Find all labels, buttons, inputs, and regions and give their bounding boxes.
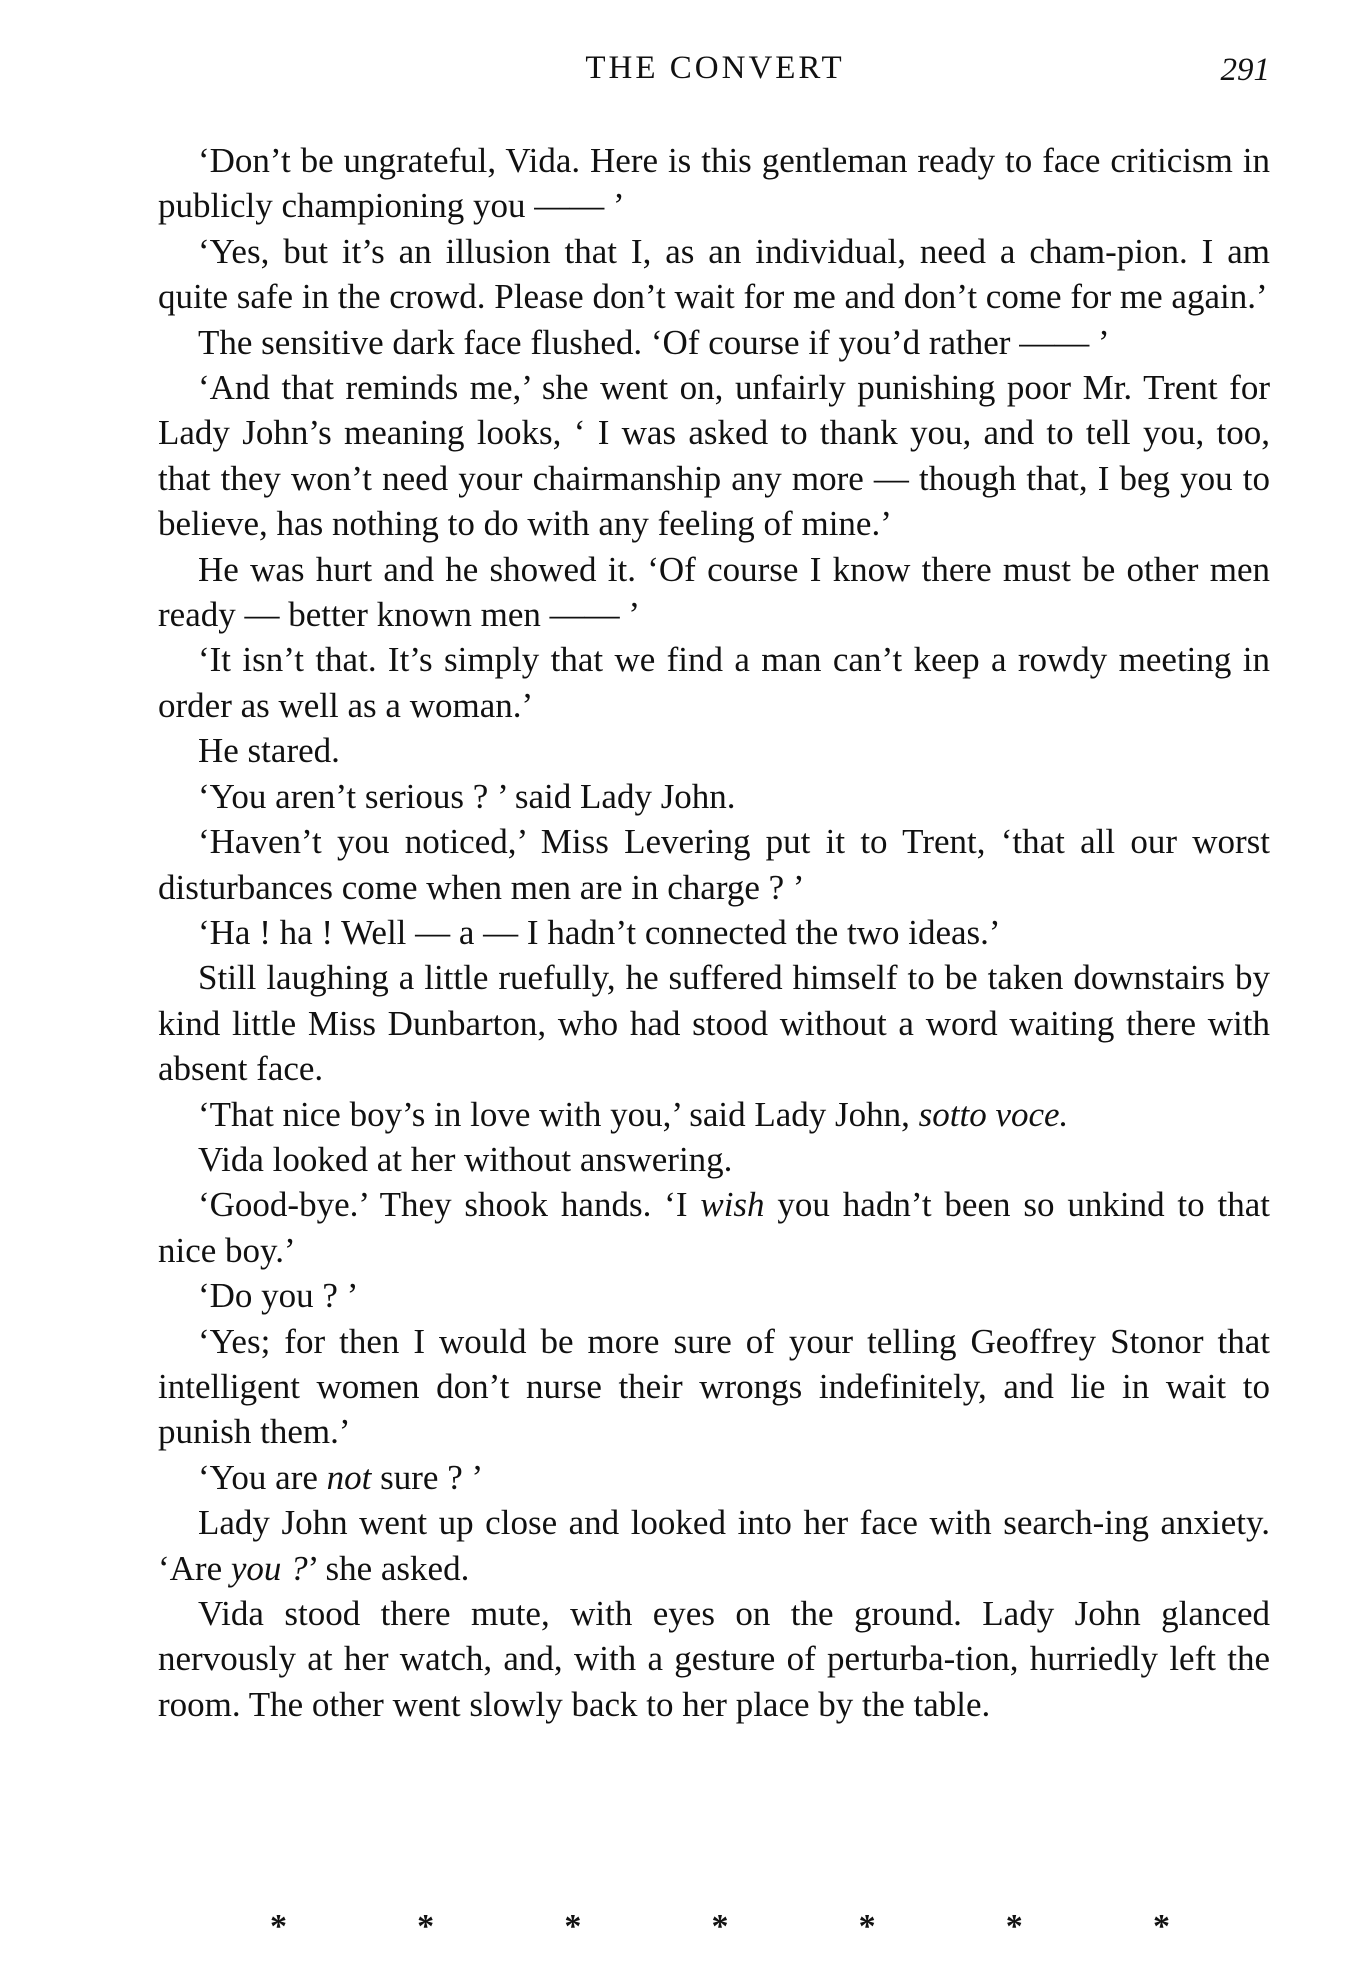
text-run: Vida looked at her without answering. <box>198 1139 733 1179</box>
asterisk: * <box>1152 1908 1170 1945</box>
text-run: ‘You aren’t serious ? ’ said Lady John. <box>198 776 736 816</box>
paragraph <box>158 1182 1270 1273</box>
text-run: ‘And that reminds me,’ she went on, unfairly punishing poor Mr. Trent for Lady John’s meaning looks, ‘ I was asked to thank you, and to tell you, too, that they won’t need your chairmanship any more — though that, I beg you to believe, has nothing to do with any feeling of mine.’ <box>158 368 1270 544</box>
text-run: ‘It isn’t that. It’s simply that we find a man can’t keep a rowdy meeting in order as well as a woman.’ <box>158 640 1270 725</box>
text-run: Still laughing a little ruefully, he suffered himself to be taken downstairs by kind little Miss Dunbarton, who had stood without a word waiting there with absent face. <box>158 958 1270 1089</box>
paragraph <box>158 365 1270 547</box>
paragraph <box>158 320 1270 365</box>
text-run: ‘Haven’t you noticed,’ Miss Levering put it to Trent, ‘that all our worst disturbances come when men are in charge ? ’ <box>158 822 1270 907</box>
text-run: He stared. <box>198 731 340 771</box>
paragraph <box>158 547 1270 638</box>
asterisk: * <box>417 1908 435 1945</box>
asterisk: * <box>564 1908 582 1945</box>
text-run: ‘Yes; for then I would be more sure of your telling Geoffrey Stonor that intelligent women don’t nurse their wrongs indefinitely, and lie in wait to punish them.’ <box>158 1321 1270 1452</box>
paragraph <box>158 728 1270 773</box>
text-run: ‘Ha ! ha ! Well — a — I hadn’t connected the two ideas.’ <box>198 912 1001 952</box>
paragraph <box>158 819 1270 910</box>
italic-text: you ? <box>230 1548 308 1588</box>
running-title: THE CONVERT <box>585 50 845 86</box>
italic-text: not <box>326 1457 372 1497</box>
paragraph <box>158 1092 1270 1137</box>
body-text <box>158 138 1270 1727</box>
paragraph <box>158 1137 1270 1182</box>
page-number: 291 <box>1220 52 1270 88</box>
text-run: sure ? ’ <box>371 1457 484 1497</box>
text-run: Lady John went up close and looked into her face with search-ing anxiety. ‘Are <box>158 1503 1270 1588</box>
section-break <box>270 1908 1170 1946</box>
text-run: He was hurt and he showed it. ‘Of course I know there must be other men ready — better known men —— ’ <box>158 549 1270 635</box>
asterisk: * <box>1005 1908 1023 1945</box>
asterisk: * <box>858 1908 876 1945</box>
running-head <box>160 50 1270 100</box>
text-run: ‘You are <box>198 1457 327 1497</box>
text-run: ‘Good-bye.’ They shook hands. ‘I <box>198 1185 701 1225</box>
text-run: ‘Yes, but it’s an illusion that I, as an individual, need a cham-pion. I am quite safe in the crowd. Please don’t wait for me and don’t come for me again.’ <box>158 231 1270 317</box>
text-run: ‘Don’t be ungrateful, Vida. Here is this gentleman ready to face criticism in publicly championing you —— ’ <box>158 141 1270 226</box>
paragraph <box>158 637 1270 728</box>
text-run: The sensitive dark face flushed. ‘Of course if you’d rather —— ’ <box>198 322 1110 362</box>
paragraph <box>158 955 1270 1091</box>
paragraph <box>158 910 1270 955</box>
paragraph <box>158 1273 1270 1318</box>
paragraph <box>158 1455 1270 1500</box>
paragraph <box>158 229 1270 320</box>
text-run: ‘That nice boy’s in love with you,’ said Lady John, <box>198 1094 919 1134</box>
paragraph <box>158 1319 1270 1455</box>
italic-text: wish <box>700 1185 765 1225</box>
text-run: ‘Do you ? ’ <box>198 1276 359 1316</box>
asterisk: * <box>270 1908 287 1945</box>
text-run: ’ she asked. <box>307 1548 470 1588</box>
text-run: Vida stood there mute, with eyes on the ground. Lady John glanced nervously at her watch, and, with a gesture of perturba-tion, hurriedly left the room. The other went slowly back to her place by the table. <box>158 1594 1270 1724</box>
paragraph <box>158 1591 1270 1727</box>
text-run: you hadn’t been so unkind to that nice boy.’ <box>158 1185 1270 1270</box>
asterisk: * <box>711 1908 729 1945</box>
italic-text: sotto voce. <box>918 1094 1069 1134</box>
paragraph <box>158 1500 1270 1591</box>
paragraph <box>158 138 1270 229</box>
paragraph <box>158 774 1270 819</box>
